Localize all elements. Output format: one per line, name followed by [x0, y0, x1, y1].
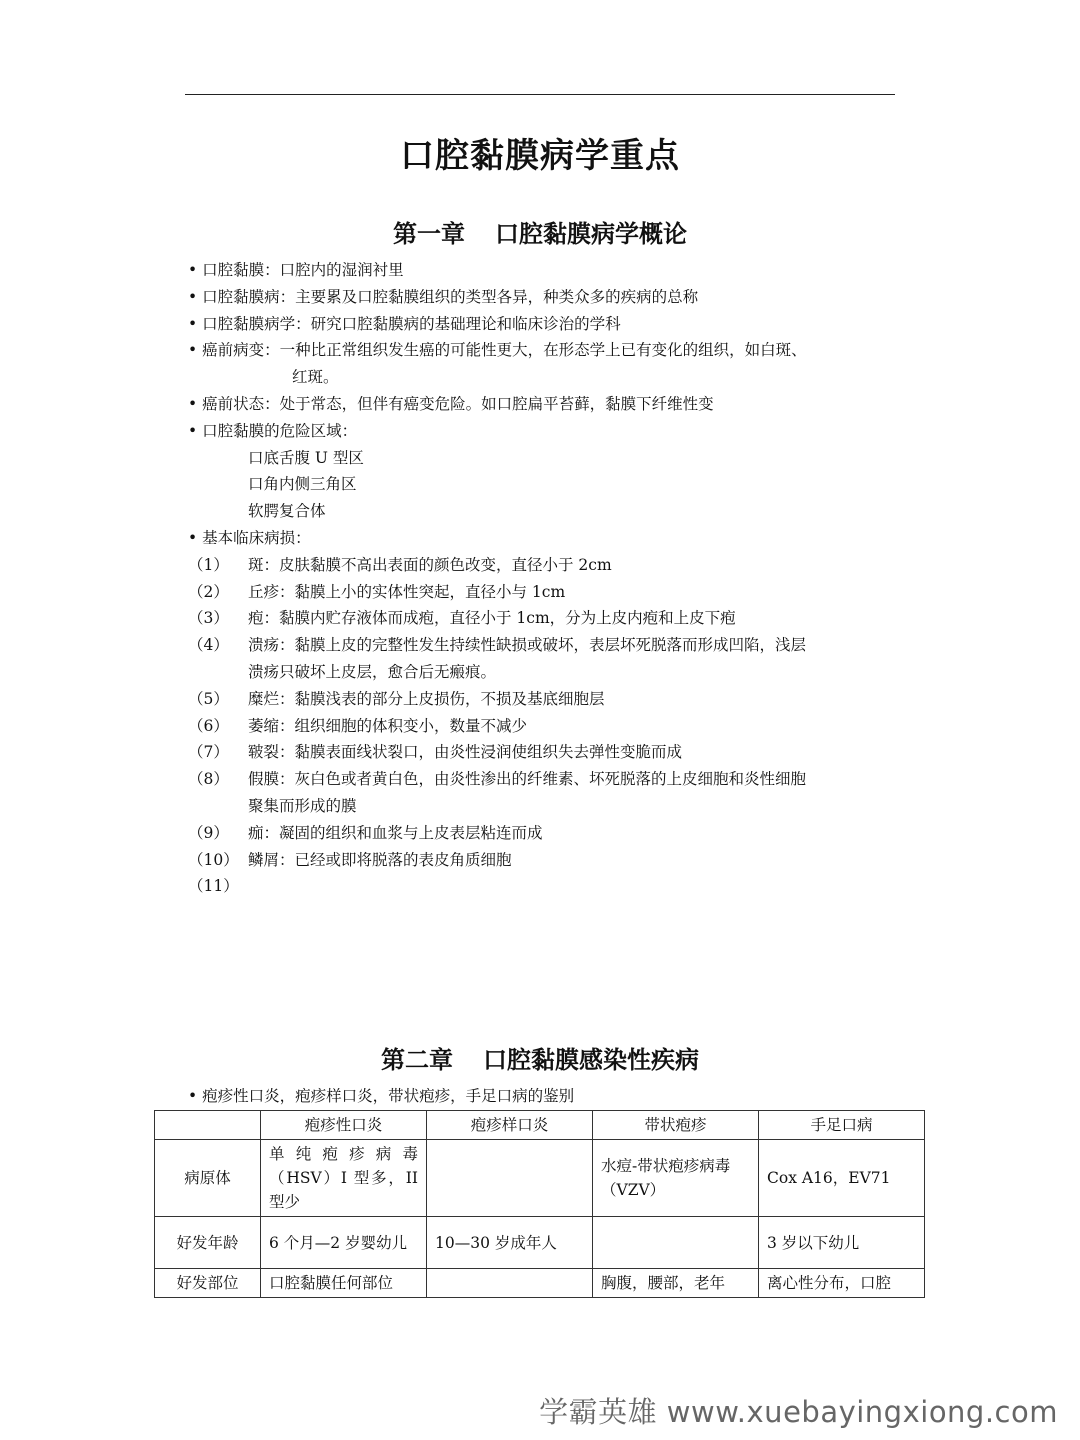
item-number: （1）	[188, 555, 229, 574]
item-text: 假膜：灰白色或者黄白色，由炎性渗出的纤维素、坏死脱落的上皮细胞和炎性细胞	[248, 770, 807, 789]
item-number: （4）	[188, 636, 229, 655]
chapter-1-heading	[0, 214, 1080, 249]
table-cell: 10—30 岁成年人	[427, 1217, 593, 1269]
item-text: 溃疡：黏膜上皮的完整性发生持续性缺损或破坏，表层坏死脱落而形成凹陷，浅层	[248, 636, 807, 655]
table-cell: 胸腹，腰部，老年	[593, 1269, 759, 1298]
table-cell	[427, 1140, 593, 1217]
table-header-cell: 带状疱疹	[593, 1111, 759, 1140]
numbered-item	[188, 552, 908, 579]
list-item	[188, 793, 908, 820]
numbered-item	[188, 579, 908, 606]
list-item	[188, 659, 908, 686]
item-text: 萎缩：组织细胞的体积变小，数量不减少	[248, 716, 528, 735]
chapter-2-heading	[0, 1040, 1080, 1075]
numbered-item	[188, 847, 908, 874]
table-cell: 口腔黏膜任何部位	[261, 1269, 427, 1298]
list-item	[188, 311, 908, 338]
watermark: 学霸英雄 www.xuebayingxiong.com	[539, 1395, 1058, 1429]
item-text: 疱：黏膜内贮存液体而成疱，直径小于 1cm，分为上皮内疱和上皮下疱	[248, 609, 736, 628]
numbered-item	[188, 686, 908, 713]
numbered-item	[188, 713, 908, 740]
list-item	[188, 364, 908, 391]
item-text: 软腭复合体	[248, 502, 326, 521]
list-item	[188, 257, 908, 284]
list-item	[188, 391, 908, 418]
item-text: 聚集而形成的膜	[248, 796, 357, 815]
item-text: • 口腔黏膜病学：研究口腔黏膜病的基础理论和临床诊治的学科	[188, 314, 621, 333]
table-header-row	[155, 1111, 925, 1140]
chapter-1-name: 口腔黏膜病学概论	[495, 220, 687, 248]
item-text: • 口腔黏膜病：主要累及口腔黏膜组织的类型各异，种类众多的疾病的总称	[188, 287, 699, 306]
chapter-2-name: 口腔黏膜感染性疾病	[483, 1046, 699, 1074]
item-text: • 口腔黏膜：口腔内的湿润衬里	[188, 261, 404, 279]
item-text: 口底舌腹 U 型区	[248, 448, 364, 467]
item-text: • 口腔黏膜的危险区域：	[188, 421, 358, 440]
item-text: 皲裂：黏膜表面线状裂口，由炎性浸润使组织失去弹性变脆而成	[248, 743, 683, 762]
numbered-item	[188, 739, 908, 766]
list-item	[188, 445, 908, 472]
item-number: （7）	[188, 743, 229, 762]
item-text: 丘疹：黏膜上小的实体性突起，直径小与 1cm	[248, 582, 566, 601]
numbered-item	[188, 605, 908, 632]
item-number: （6）	[188, 716, 229, 735]
table-row-head: 病原体	[155, 1140, 261, 1217]
item-number: （10）	[188, 850, 239, 869]
table-cell: Cox A16，EV71	[759, 1140, 925, 1217]
item-text: • 癌前状态：处于常态，但伴有癌变危险。如口腔扁平苔藓，黏膜下纤维性变	[188, 394, 714, 413]
list-item	[188, 498, 908, 525]
item-number: （2）	[188, 582, 229, 601]
chapter-1-number: 第一章	[393, 220, 465, 248]
list-item	[188, 418, 908, 445]
item-number: （9）	[188, 823, 229, 842]
item-number: （11）	[188, 877, 239, 896]
table-row-head: 好发年龄	[155, 1217, 261, 1269]
numbered-item	[188, 766, 908, 793]
item-text: 痂：凝固的组织和血浆与上皮表层粘连而成	[248, 823, 543, 842]
list-item	[188, 525, 908, 552]
header-rule	[185, 94, 895, 95]
item-text: 溃疡只破坏上皮层，愈合后无瘢痕。	[248, 662, 497, 681]
item-number: （8）	[188, 770, 229, 789]
chapter-2-number: 第二章	[381, 1046, 453, 1074]
item-text: • 癌前病变：一种比正常组织发生癌的可能性更大，在形态学上已有变化的组织，如白斑、	[188, 341, 807, 360]
item-text: • 基本临床病损：	[188, 528, 311, 547]
numbered-item	[188, 632, 908, 659]
item-text: 斑：皮肤黏膜不高出表面的颜色改变，直径小于 2cm	[248, 555, 612, 574]
numbered-item	[188, 873, 908, 900]
table-header-cell	[155, 1111, 261, 1140]
item-text: 糜烂：黏膜浅表的部分上皮损伤，不损及基底细胞层	[248, 689, 605, 708]
table-cell: 单 纯 疱 疹 病 毒（HSV）I 型多，II 型少	[261, 1140, 427, 1217]
chapter-2-intro: • 疱疹性口炎，疱疹样口炎，带状疱疹，手足口病的鉴别	[188, 1087, 575, 1105]
item-number: （3）	[188, 609, 229, 628]
item-text: 鳞屑：已经或即将脱落的表皮角质细胞	[248, 850, 512, 869]
table-header-cell: 手足口病	[759, 1111, 925, 1140]
table-row	[155, 1217, 925, 1269]
numbered-item	[188, 820, 908, 847]
document-title: 口腔黏膜病学重点	[400, 136, 680, 176]
chapter-1-content	[188, 257, 908, 900]
table-row	[155, 1269, 925, 1298]
comparison-table	[154, 1110, 925, 1298]
table-cell: 3 岁以下幼儿	[759, 1217, 925, 1269]
table-header-cell: 疱疹样口炎	[427, 1111, 593, 1140]
list-item	[188, 337, 908, 364]
table-cell	[593, 1217, 759, 1269]
item-text: 口角内侧三角区	[248, 475, 357, 494]
item-text: 红斑。	[292, 368, 339, 387]
list-item	[188, 284, 908, 311]
table-cell	[427, 1269, 593, 1298]
table-row-head: 好发部位	[155, 1269, 261, 1298]
table-cell: 6 个月—2 岁婴幼儿	[261, 1217, 427, 1269]
table-header-cell: 疱疹性口炎	[261, 1111, 427, 1140]
item-number: （5）	[188, 689, 229, 708]
list-item	[188, 471, 908, 498]
table-row	[155, 1140, 925, 1217]
table-cell: 水痘-带状疱疹病毒（VZV）	[593, 1140, 759, 1217]
table-cell: 离心性分布，口腔	[759, 1269, 925, 1298]
